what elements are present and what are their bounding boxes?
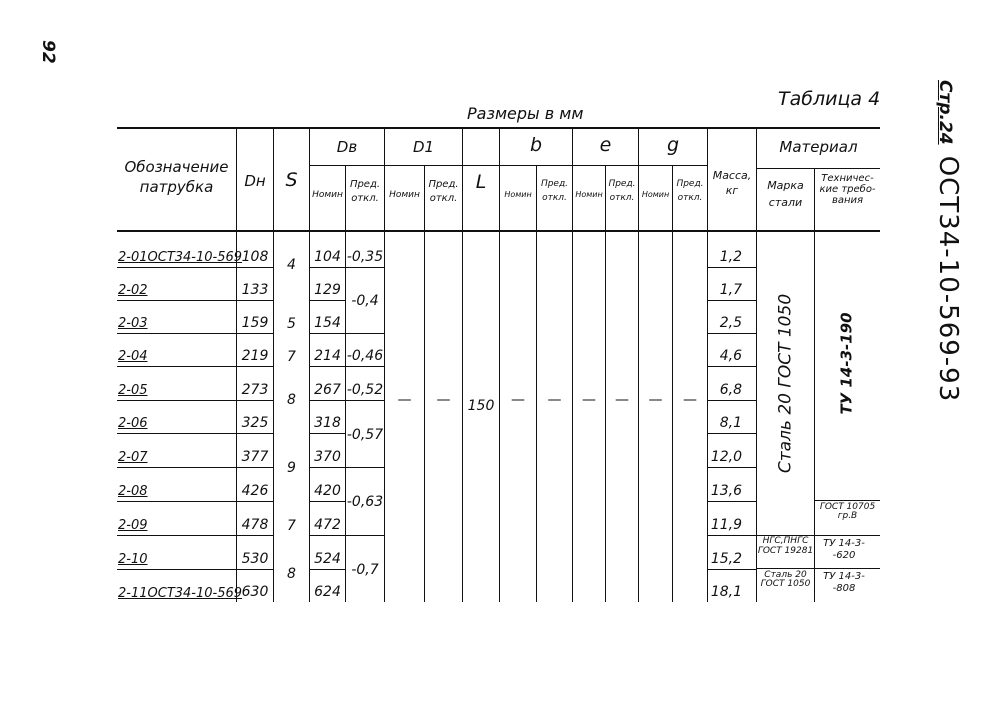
row-dn: 273 — [241, 382, 269, 398]
row-dv-nominal: 624 — [314, 584, 341, 600]
e-deviation-dash: — — [615, 392, 629, 408]
header-d1: D1 — [412, 138, 435, 156]
rule — [346, 467, 384, 468]
rule — [708, 501, 756, 502]
row-dv-nominal: 104 — [314, 249, 341, 265]
steel-grade-row-10: НГС,ПНГС ГОСТ 19281 — [757, 536, 814, 556]
header-e-dev: Пред. откл. — [608, 179, 636, 203]
rule — [237, 300, 273, 301]
row-mass: 18,1 — [710, 584, 742, 600]
rule — [117, 467, 273, 468]
rule — [117, 569, 273, 570]
rule — [708, 400, 756, 401]
header-e-nom: Номин — [575, 190, 603, 199]
row-dv-nominal: 524 — [314, 551, 341, 567]
row-dn: 325 — [241, 415, 269, 431]
dv-deviation: -0,52 — [346, 382, 384, 398]
rule — [237, 333, 273, 334]
row-designation: 2-04 — [118, 349, 148, 364]
wall-thickness-s: 8 — [287, 566, 296, 582]
row-designation: 2-05 — [118, 383, 148, 398]
dv-deviation: -0,4 — [351, 293, 379, 309]
row-dn: 530 — [241, 551, 269, 567]
row-dn: 159 — [241, 315, 269, 331]
rule — [536, 165, 537, 602]
row-designation: 2-08 — [118, 484, 148, 499]
row-designation: 2-07 — [118, 450, 148, 465]
rule — [708, 569, 756, 570]
steel-grade-row-11: Сталь 20 ГОСТ 1050 — [760, 570, 811, 590]
rule — [499, 128, 500, 602]
rule — [237, 366, 273, 367]
page-number: 92 — [38, 40, 58, 64]
rule — [310, 467, 345, 468]
header-e: e — [599, 134, 612, 156]
rule — [346, 366, 384, 367]
page-reference: Стр.24 — [935, 80, 955, 145]
rule — [346, 333, 384, 334]
rule — [310, 535, 345, 536]
row-dv-nominal: 318 — [314, 415, 341, 431]
tech-requirements-row-10: ТУ 14-3- -620 — [823, 538, 865, 561]
header-b: b — [529, 134, 543, 156]
header-dv: Dв — [336, 138, 358, 156]
tech-requirements-main: ТУ 14-3-190 — [837, 312, 856, 415]
row-dn: 426 — [241, 483, 269, 499]
row-mass: 12,0 — [710, 449, 742, 465]
header-b-nom: Номин — [504, 190, 532, 199]
d1-deviation-dash: — — [436, 392, 451, 408]
row-mass: 4,6 — [719, 348, 742, 364]
d1-nominal-dash: — — [397, 392, 412, 408]
rule — [117, 267, 273, 268]
dv-deviation: -0,63 — [346, 494, 384, 510]
row-dn: 108 — [241, 249, 269, 265]
rule — [117, 400, 273, 401]
rule — [310, 165, 707, 166]
steel-grade-main: Сталь 20 ГОСТ 1050 — [775, 293, 796, 474]
table-caption: Таблица 4 — [778, 88, 881, 110]
length-l-value: 150 — [467, 398, 495, 414]
row-mass: 13,6 — [710, 483, 742, 499]
header-dv-dev: Пред. откл. — [349, 179, 381, 204]
row-dv-nominal: 214 — [314, 348, 341, 364]
rule — [424, 165, 425, 602]
rule — [708, 267, 756, 268]
b-nominal-dash: — — [511, 392, 525, 408]
row-designation: 2-01ОСТ34-10-569 — [118, 250, 243, 265]
row-designation: 2-11ОСТ34-10-569 — [118, 586, 243, 601]
row-mass: 11,9 — [710, 517, 742, 533]
header-s: S — [285, 169, 298, 191]
standard-number: ОСТ34-10-569-93 — [933, 155, 963, 403]
row-designation: 2-10 — [118, 552, 148, 567]
row-mass: 15,2 — [710, 551, 742, 567]
header-mass: Масса, кг — [712, 169, 752, 198]
dimensions-caption: Размеры в мм — [467, 104, 584, 123]
rule — [572, 128, 573, 602]
dv-deviation: -0,57 — [346, 427, 384, 443]
rule — [237, 535, 273, 536]
rule — [310, 366, 345, 367]
row-dn: 478 — [241, 517, 269, 533]
rule — [814, 168, 815, 602]
b-deviation-dash: — — [547, 392, 562, 408]
row-dv-nominal: 472 — [314, 517, 341, 533]
header-b-dev: Пред. откл. — [540, 179, 569, 203]
rule — [708, 467, 756, 468]
header-designation: Обозначение патрубка — [124, 158, 229, 196]
rule — [757, 168, 880, 169]
rule — [346, 267, 384, 268]
header-g: g — [666, 134, 680, 156]
row-dn: 630 — [241, 584, 269, 600]
rule — [605, 165, 606, 602]
row-dv-nominal: 267 — [314, 382, 341, 398]
e-nominal-dash: — — [582, 392, 596, 408]
rule — [310, 267, 345, 268]
rule — [757, 568, 880, 569]
row-mass: 1,2 — [719, 249, 742, 265]
row-designation: 2-02 — [118, 283, 148, 298]
rule — [708, 333, 756, 334]
row-designation: 2-09 — [118, 518, 148, 533]
row-designation: 2-06 — [118, 416, 148, 431]
header-material: Материал — [779, 138, 858, 156]
header-d1-nom: Номин — [389, 190, 420, 200]
row-dn: 377 — [241, 449, 269, 465]
header-g-nom: Номин — [641, 190, 670, 199]
header-g-dev: Пред. откл. — [676, 179, 704, 203]
rule — [672, 165, 673, 602]
row-mass: 8,1 — [719, 415, 742, 431]
rule — [346, 535, 384, 536]
rule — [462, 128, 463, 602]
wall-thickness-s: 4 — [287, 257, 296, 273]
wall-thickness-s: 9 — [287, 460, 296, 476]
row-dn: 219 — [241, 348, 269, 364]
header-tech-requirements: Техничес- кие требо- вания — [819, 173, 876, 206]
rule — [708, 433, 756, 434]
rule — [815, 500, 880, 501]
header-l: L — [475, 171, 487, 193]
rule — [310, 433, 345, 434]
rule — [237, 501, 273, 502]
row-dv-nominal: 370 — [314, 449, 341, 465]
row-mass: 2,5 — [719, 315, 742, 331]
tech-requirements-row-11: ТУ 14-3- -808 — [823, 571, 865, 594]
dv-deviation: -0,7 — [351, 562, 379, 578]
rule — [346, 400, 384, 401]
rule — [237, 433, 273, 434]
row-dv-nominal: 129 — [314, 282, 341, 298]
rule — [310, 569, 345, 570]
header-dv-nom: Номин — [312, 190, 343, 200]
rule — [310, 501, 345, 502]
header-dn: Dн — [244, 172, 266, 190]
rule — [708, 535, 756, 536]
row-dv-nominal: 420 — [314, 483, 341, 499]
row-mass: 1,7 — [719, 282, 742, 298]
rule — [708, 366, 756, 367]
rule — [708, 300, 756, 301]
header-grade: Марка стали — [767, 179, 804, 209]
g-deviation-dash: — — [683, 392, 697, 408]
wall-thickness-s: 5 — [287, 316, 296, 332]
tech-requirements-row-9: ГОСТ 10705 гр.В — [819, 502, 876, 522]
side-title — [933, 80, 963, 402]
rule — [310, 300, 345, 301]
row-dv-nominal: 154 — [314, 315, 341, 331]
rule — [638, 128, 639, 602]
rule — [310, 400, 345, 401]
g-nominal-dash: — — [648, 392, 663, 408]
wall-thickness-s: 7 — [287, 518, 296, 534]
dv-deviation: -0,35 — [346, 249, 384, 265]
rule — [310, 333, 345, 334]
row-designation: 2-03 — [118, 316, 148, 331]
dv-deviation: -0,46 — [346, 348, 384, 364]
header-d1-dev: Пред. откл. — [428, 179, 459, 204]
row-dn: 133 — [241, 282, 269, 298]
wall-thickness-s: 8 — [287, 392, 296, 408]
wall-thickness-s: 7 — [287, 349, 296, 365]
row-mass: 6,8 — [719, 382, 742, 398]
